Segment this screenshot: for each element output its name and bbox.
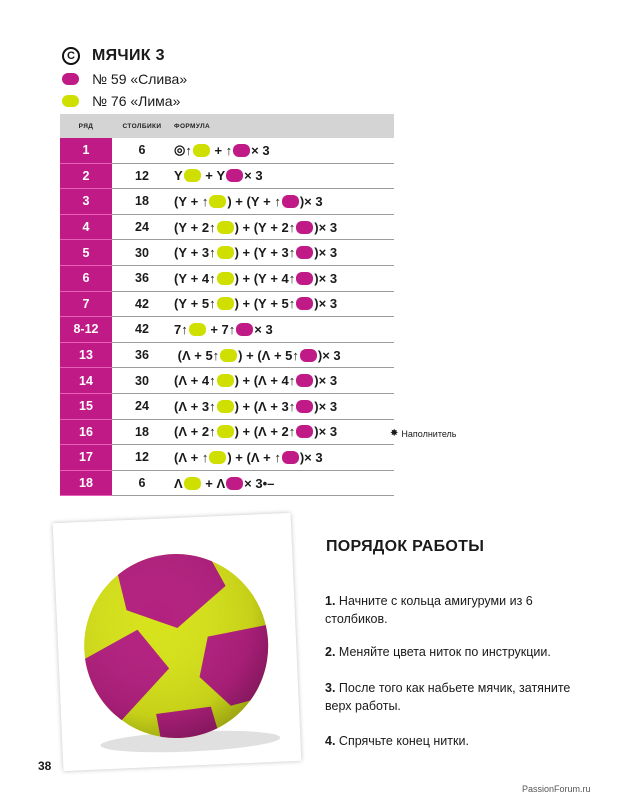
sc-stitch-icon: ↑ xyxy=(201,193,209,209)
ball-photo xyxy=(53,513,302,771)
stuffing-label: Наполнитель xyxy=(401,428,457,439)
stitch-count: 36 xyxy=(135,271,149,286)
plum-yarn-icon xyxy=(226,169,243,182)
stitch-formula: ( Λ + 4 ↑ ) + ( Λ + 4 ↑ ) × 3 xyxy=(174,373,338,389)
stitch-count: 18 xyxy=(135,424,149,439)
increase-icon: Y xyxy=(178,270,188,286)
lime-yarn-icon xyxy=(217,272,234,285)
increase-icon: Y xyxy=(258,219,267,235)
stitch-formula: ◎ ↑ + ↑ × 3 xyxy=(174,142,270,158)
stitch-count: 6 xyxy=(138,143,146,158)
sc-stitch-icon: ↑ xyxy=(288,424,296,440)
lime-yarn-icon xyxy=(217,246,234,259)
table-row xyxy=(60,368,394,394)
decrease-icon: Λ xyxy=(250,449,260,465)
sc-stitch-icon: ↑ xyxy=(209,296,216,312)
decrease-icon: Λ xyxy=(258,373,267,389)
stitch-formula: Λ + Λ × 3 •– xyxy=(174,475,275,491)
decrease-icon: Λ xyxy=(178,449,188,465)
plum-yarn-icon xyxy=(300,349,317,362)
step-text: Меняйте цвета ниток по инструкции. xyxy=(335,645,551,659)
row-number: 17 xyxy=(60,445,112,471)
increase-icon: Y xyxy=(258,296,267,312)
watermark: PassionForum.ru xyxy=(522,784,591,794)
sc-stitch-icon: ↑ xyxy=(209,373,216,389)
stuffing-note xyxy=(390,428,457,439)
sc-stitch-icon: ↑ xyxy=(292,347,299,363)
increase-icon: Y xyxy=(178,296,188,312)
lime-yarn-icon xyxy=(220,349,237,362)
table-row xyxy=(60,343,394,369)
sc-stitch-icon: ↑ xyxy=(209,270,216,286)
sc-stitch-icon: ↑ xyxy=(288,270,296,286)
copyright-c-icon: C xyxy=(62,47,80,65)
header-formula: ФОРМУЛА xyxy=(174,122,211,130)
lime-yarn-icon xyxy=(189,323,206,336)
row-number: 4 xyxy=(60,215,112,241)
plum-yarn-icon xyxy=(226,477,243,490)
increase-icon: Y xyxy=(178,219,188,235)
header-count: СТОЛБИКИ xyxy=(122,122,162,130)
step-3 xyxy=(325,679,595,715)
stitch-count: 24 xyxy=(135,220,149,235)
stitch-count: 36 xyxy=(135,348,149,363)
multiplier: × 3 xyxy=(318,245,338,261)
stitch-formula: ( Y + ↑ ) + ( Y + ↑ ) × 3 xyxy=(174,193,323,209)
stitch-count: 30 xyxy=(135,373,149,388)
sc-stitch-icon: ↑ xyxy=(288,219,296,235)
table-row xyxy=(60,189,394,215)
sc-stitch-icon: ↑ xyxy=(288,398,296,414)
sc-stitch-icon: ↑ xyxy=(209,424,216,440)
multiplier: × 3 xyxy=(318,219,338,235)
step-number: 4. xyxy=(325,734,336,748)
yarn-label: № 59 «Слива» xyxy=(92,71,188,87)
table-header xyxy=(60,114,394,138)
decrease-icon: Λ xyxy=(258,398,267,414)
sc-stitch-icon: ↑ xyxy=(201,449,209,465)
decrease-icon: Λ xyxy=(216,475,226,491)
increase-icon: Y xyxy=(178,193,188,209)
fasten-off-icon: •– xyxy=(262,475,275,491)
stitch-formula: ( Λ + 5 ↑ ) + ( Λ + 5 ↑ ) × 3 xyxy=(174,347,341,363)
step-text: Спрячьте конец нитки. xyxy=(335,734,469,748)
lime-yarn-icon xyxy=(217,425,234,438)
sc-stitch-icon: ↑ xyxy=(212,347,220,363)
table-row xyxy=(60,164,394,190)
pattern-header xyxy=(62,47,165,65)
plum-yarn-icon xyxy=(296,246,313,259)
multiplier: × 3 xyxy=(318,373,338,389)
step-number: 1. xyxy=(325,594,336,608)
stitch-formula: ( Y + 3 ↑ ) + ( Y + 3 ↑ ) × 3 xyxy=(174,245,338,261)
decrease-icon: Λ xyxy=(258,424,267,440)
sc-stitch-icon: ↑ xyxy=(288,373,296,389)
multiplier: × 3 xyxy=(244,475,263,491)
plum-yarn-icon xyxy=(296,272,313,285)
row-number: 6 xyxy=(60,266,112,292)
sc-stitch-icon: ↑ xyxy=(209,398,216,414)
increase-icon: Y xyxy=(258,270,267,286)
increase-icon: Y xyxy=(258,245,267,261)
stuffing-star-icon: ✸ xyxy=(390,428,399,439)
table-row xyxy=(60,420,394,446)
yarn-label: № 76 «Лима» xyxy=(92,93,181,109)
multiplier: × 3 xyxy=(318,398,338,414)
sc-stitch-icon: ↑ xyxy=(274,449,281,465)
magic-ring-icon: ◎ xyxy=(174,142,186,158)
lime-swatch-icon xyxy=(62,95,79,107)
step-text: После того как набьете мячик, затяните верх работы. xyxy=(325,681,571,713)
table-row xyxy=(60,138,394,164)
step-number: 2. xyxy=(325,645,336,659)
crochet-ball-image xyxy=(53,513,302,771)
stitch-count: 18 xyxy=(135,194,149,209)
sc-stitch-icon: ↑ xyxy=(181,321,188,337)
lime-yarn-icon xyxy=(217,297,234,310)
plum-yarn-icon xyxy=(236,323,253,336)
stitch-count: 12 xyxy=(135,450,149,465)
page-number: 38 xyxy=(38,759,52,773)
multiplier: × 3 xyxy=(304,449,323,465)
plum-yarn-icon xyxy=(296,297,313,310)
increase-icon: Y xyxy=(174,168,183,184)
row-number: 5 xyxy=(60,240,112,266)
row-number: 7 xyxy=(60,292,112,318)
stitch-count: 12 xyxy=(135,168,149,183)
lime-yarn-icon xyxy=(217,374,234,387)
row-number: 18 xyxy=(60,471,112,497)
lime-yarn-icon xyxy=(184,169,201,182)
plum-yarn-icon xyxy=(296,221,313,234)
table-row xyxy=(60,317,394,343)
table-row xyxy=(60,292,394,318)
plum-yarn-icon xyxy=(296,374,313,387)
plum-yarn-icon xyxy=(282,451,299,464)
stitch-count: 24 xyxy=(135,399,149,414)
lime-yarn-icon xyxy=(209,195,226,208)
decrease-icon: Λ xyxy=(178,424,188,440)
step-text: Начните с кольца амигуруми из 6 столбиков. xyxy=(325,594,533,626)
decrease-icon: Λ xyxy=(174,475,183,491)
plum-yarn-icon xyxy=(233,144,250,157)
yarn-legend-lime xyxy=(62,93,180,109)
stitch-formula: ( Y + 2 ↑ ) + ( Y + 2 ↑ ) × 3 xyxy=(174,219,338,235)
yarn-legend-plum xyxy=(62,71,187,87)
row-number: 3 xyxy=(60,189,112,215)
row-number: 14 xyxy=(60,368,112,394)
lime-yarn-icon xyxy=(209,451,226,464)
multiplier: × 3 xyxy=(304,193,323,209)
stitch-formula: Y + Y × 3 xyxy=(174,168,263,184)
table-row xyxy=(60,445,394,471)
pattern-table xyxy=(60,114,394,496)
sc-stitch-icon: ↑ xyxy=(288,296,296,312)
stitch-count: 42 xyxy=(135,322,149,337)
step-4 xyxy=(325,732,595,750)
multiplier: × 3 xyxy=(251,142,270,158)
lime-yarn-icon xyxy=(184,477,201,490)
increase-icon: Y xyxy=(216,168,226,184)
multiplier: × 3 xyxy=(318,296,338,312)
multiplier: × 3 xyxy=(254,321,273,337)
stitch-formula: ( Λ + 2 ↑ ) + ( Λ + 2 ↑ ) × 3 xyxy=(174,424,338,440)
increase-icon: Y xyxy=(250,193,260,209)
stitch-formula: ( Y + 4 ↑ ) + ( Y + 4 ↑ ) × 3 xyxy=(174,270,338,286)
table-row xyxy=(60,215,394,241)
decrease-icon: Λ xyxy=(261,347,271,363)
increase-icon: Y xyxy=(178,245,188,261)
row-number: 2 xyxy=(60,164,112,190)
decrease-icon: Λ xyxy=(181,347,191,363)
stitch-count: 6 xyxy=(138,476,146,491)
step-2 xyxy=(325,643,595,661)
sc-stitch-icon: ↑ xyxy=(209,219,216,235)
multiplier: × 3 xyxy=(318,270,338,286)
step-number: 3. xyxy=(325,681,336,695)
multiplier: × 3 xyxy=(318,424,338,440)
sc-stitch-icon: ↑ xyxy=(209,245,216,261)
plum-yarn-icon xyxy=(296,400,313,413)
row-number: 8-12 xyxy=(60,317,112,343)
table-row xyxy=(60,240,394,266)
sc-stitch-icon: ↑ xyxy=(228,321,236,337)
header-row: РЯД xyxy=(78,122,94,130)
stitch-formula: ( Λ + 3 ↑ ) + ( Λ + 3 ↑ ) × 3 xyxy=(174,398,338,414)
sc-stitch-icon: ↑ xyxy=(288,245,296,261)
multiplier: × 3 xyxy=(322,347,341,363)
lime-yarn-icon xyxy=(193,144,210,157)
decrease-icon: Λ xyxy=(178,373,188,389)
row-number: 16 xyxy=(60,420,112,446)
stitch-formula: 7 ↑ + 7 ↑ × 3 xyxy=(174,321,273,337)
stitch-count: 42 xyxy=(135,296,149,311)
table-row xyxy=(60,394,394,420)
multiplier: × 3 xyxy=(244,168,263,184)
plum-yarn-icon xyxy=(296,425,313,438)
sc-stitch-icon: ↑ xyxy=(274,193,281,209)
lime-yarn-icon xyxy=(217,221,234,234)
sc-stitch-icon: ↑ xyxy=(185,142,192,158)
step-1 xyxy=(325,592,595,628)
stitch-count: 30 xyxy=(135,245,149,260)
row-number: 15 xyxy=(60,394,112,420)
plum-swatch-icon xyxy=(62,73,79,85)
stitch-formula: ( Λ + ↑ ) + ( Λ + ↑ ) × 3 xyxy=(174,449,323,465)
sc-stitch-icon: ↑ xyxy=(225,142,233,158)
steps-title: ПОРЯДОК РАБОТЫ xyxy=(326,538,485,555)
row-number: 13 xyxy=(60,343,112,369)
table-row xyxy=(60,266,394,292)
row-number: 1 xyxy=(60,138,112,164)
stitch-formula: ( Y + 5 ↑ ) + ( Y + 5 ↑ ) × 3 xyxy=(174,296,338,312)
lime-yarn-icon xyxy=(217,400,234,413)
plum-yarn-icon xyxy=(282,195,299,208)
pattern-title: МЯЧИК 3 xyxy=(92,47,165,64)
table-row xyxy=(60,471,394,497)
decrease-icon: Λ xyxy=(178,398,188,414)
